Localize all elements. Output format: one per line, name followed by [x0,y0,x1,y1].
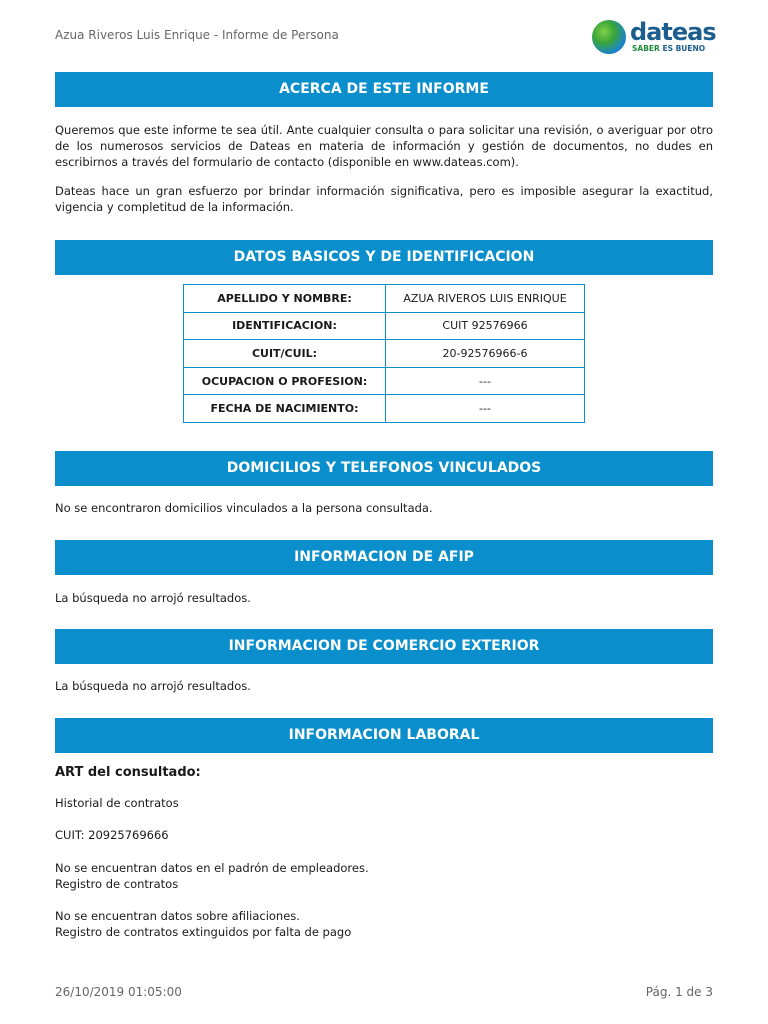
row-label: CUIT/CUIL: [184,340,386,368]
laboral-line-5: No se encuentran datos sobre afiliaciones. [55,909,300,923]
table-row [184,312,585,340]
row-label: OCUPACION O PROFESION: [184,367,386,395]
section-header-acerca: ACERCA DE ESTE INFORME [55,72,713,107]
table-row [184,340,585,368]
row-value: --- [386,367,585,395]
logo-tag-part-2: ES BUENO [662,44,706,53]
row-label: FECHA DE NACIMIENTO: [184,395,386,423]
acerca-paragraph-1: Queremos que este informe te sea útil. Ante cualquier consulta o para solicitar una revisión, o averiguar por otro de los numerosos servicios de Dateas en materia de información y gestión de documentos, no dudes en escribirnos a través del formulario de contacto (disponible en www.dateas.com). [55,123,713,169]
laboral-line-1: Historial de contratos [55,796,179,810]
row-label: IDENTIFICACION: [184,312,386,340]
row-value: 20-92576966-6 [386,340,585,368]
art-subheading: ART del consultado: [55,765,201,780]
dateas-logo [592,18,717,56]
acerca-paragraph-2: Dateas hace un gran esfuerzo por brindar información significativa, pero es imposible asegurar la exactitud, vigencia y completitud de la información. [55,184,713,214]
logo-tagline [632,44,705,53]
footer-datetime: 26/10/2019 01:05:00 [55,985,182,999]
row-label: APELLIDO Y NOMBRE: [184,285,386,313]
comercio-text: La búsqueda no arrojó resultados. [55,679,251,693]
logo-word: dateas [630,18,716,46]
laboral-line-6: Registro de contratos extinguidos por falta de pago [55,925,352,939]
section-header-afip: INFORMACION DE AFIP [55,540,713,575]
laboral-line-4: Registro de contratos [55,877,179,891]
table-row [184,395,585,423]
report-title: Azua Riveros Luis Enrique - Informe de Persona [55,28,339,42]
identification-table [183,284,585,423]
section-header-comercio: INFORMACION DE COMERCIO EXTERIOR [55,629,713,664]
laboral-line-3: No se encuentran datos en el padrón de empleadores. [55,861,369,875]
section-header-datos: DATOS BASICOS Y DE IDENTIFICACION [55,240,713,275]
laboral-line-2: CUIT: 20925769666 [55,828,169,842]
logo-tag-part-1: SABER [632,44,660,53]
row-value: AZUA RIVEROS LUIS ENRIQUE [386,285,585,313]
section-header-laboral: INFORMACION LABORAL [55,718,713,753]
globe-icon [592,20,626,54]
row-value: CUIT 92576966 [386,312,585,340]
domicilios-text: No se encontraron domicilios vinculados a la persona consultada. [55,501,433,515]
table-row [184,367,585,395]
row-value: --- [386,395,585,423]
footer-page-number: Pág. 1 de 3 [645,985,713,999]
section-header-domicilios: DOMICILIOS Y TELEFONOS VINCULADOS [55,451,713,486]
table-row [184,285,585,313]
afip-text: La búsqueda no arrojó resultados. [55,591,251,605]
